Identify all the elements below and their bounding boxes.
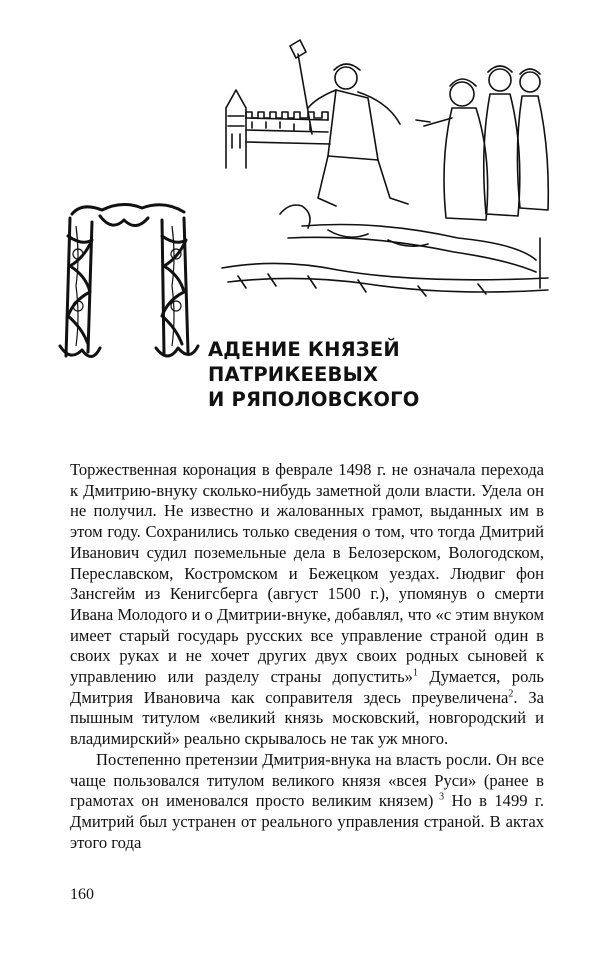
- victim-figure: [280, 205, 310, 228]
- onlooker-head-1: [450, 82, 474, 106]
- body-text: [70, 460, 544, 853]
- ornate-initial: [52, 196, 202, 366]
- onlooker-head-3: [520, 72, 540, 92]
- footnote-ref-3: 3: [433, 791, 445, 803]
- paragraph-2: Постепенно претензии Дмитрия-внука на власть росли. Он все чаще пользовался титулом великого князя «всея Руси» (ранее в грамотах он именовался просто великим князем) $^3$ Но в 1499 г. Дмитрий был устранен от реального управления страной. В актах этого года: [70, 749, 545, 852]
- footnote-ref-2: 2: [508, 688, 514, 700]
- heading-line-1: АДЕНИЕ КНЯЗЕЙ: [208, 338, 400, 361]
- heading-line-2: ПАТРИКЕЕВЫХ: [208, 363, 379, 386]
- executioner-head: [335, 67, 357, 89]
- page-number: 160: [70, 886, 94, 903]
- execution-scene-illustration: [218, 38, 553, 300]
- paragraph-1: Торжественная коронация в феврале 1498 г. не означала перехода к Дмитрию-внуку сколько-нибудь заметной доли власти. Удела он не получил. Не известно и жалованных грамот, выданных им в этом году. Сохранились только сведения о том, что тогда Дмитрий Иванович судил поземельные дела в Белозерском, Вологодском, Переславском, Костромском и Бежецком уездах. Людвиг фон Зансгейм из Кенигсберга (август 1500 г.), упомянув о смерти Ивана Молодого и о Дмитрии-внуке, добавлял, что «с этим внуком имеет старый государь русских все управление страной один в своих руках и не хочет других двух своих родных сыновей к управлению или разделу страны допустить»$^1$ Думается, роль Дмитрия Ивановича как соправителя здесь преувеличена$^2$. За пышным титулом «великий князь московский, новгородский и владимирский» реально скрывалось не так уж много.: [70, 460, 545, 749]
- onlooker-head-2: [489, 69, 511, 91]
- tower: [226, 90, 246, 168]
- chapter-heading: [208, 337, 420, 412]
- footnote-ref-1: 1: [412, 667, 418, 679]
- ornate-initial-p-icon: [52, 196, 202, 366]
- heading-line-3: И РЯПОЛОВСКОГО: [208, 388, 420, 411]
